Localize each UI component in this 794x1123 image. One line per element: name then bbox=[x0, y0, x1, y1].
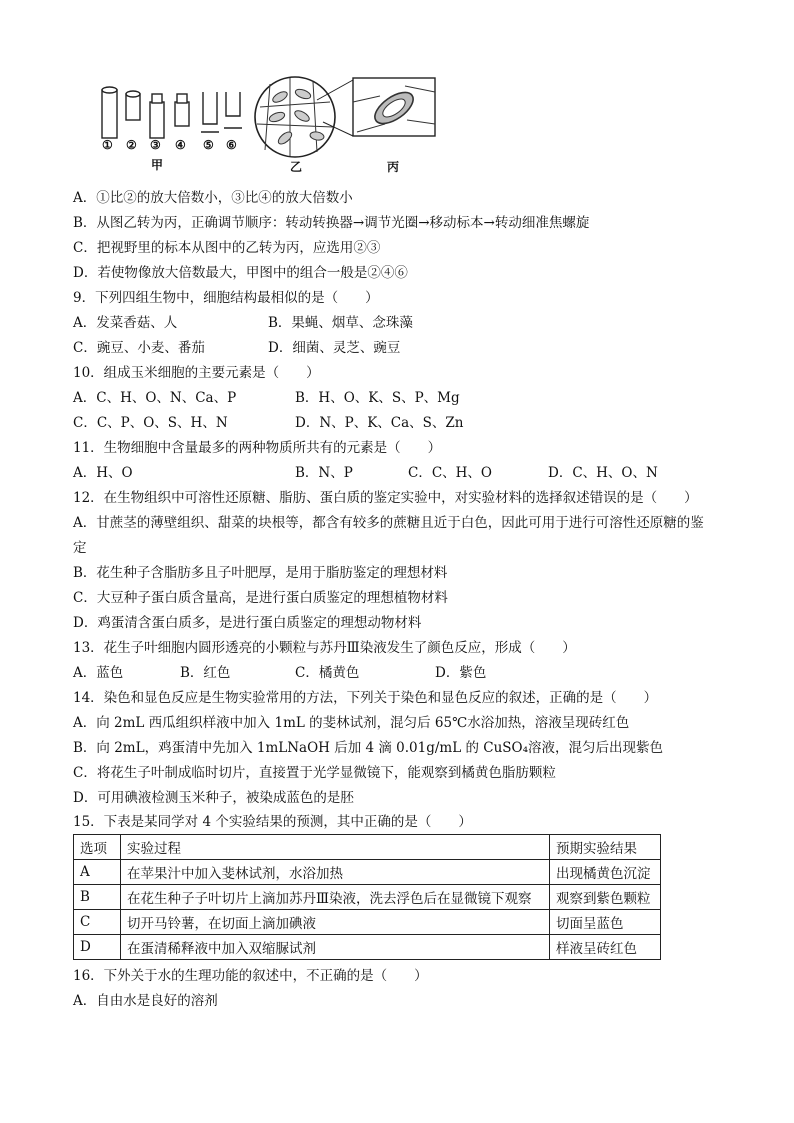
objective-label-2: ② bbox=[126, 138, 137, 152]
table-cell: 切面呈蓝色 bbox=[550, 910, 661, 935]
q11-stem: 11．生物细胞中含量最多的两种物质所共有的元素是（ ） bbox=[73, 440, 442, 456]
table-header-cell: 选项 bbox=[74, 835, 121, 860]
q11-option-c: C．C、H、O bbox=[408, 465, 492, 481]
table-cell: 样液呈砖红色 bbox=[550, 935, 661, 960]
q13-option-c: C．橘黄色 bbox=[295, 665, 360, 681]
q14-option-a: A．向 2mL 西瓜组织样液中加入 1mL 的斐林试剂，混匀后 65℃水浴加热，溶液呈现砖红色 bbox=[73, 715, 630, 731]
q8-option-a: A．①比②的放大倍数小，③比④的放大倍数小 bbox=[73, 190, 353, 206]
q14-option-d: D．可用碘液检测玉米种子，被染成蓝色的是胚 bbox=[73, 790, 354, 806]
figure-label-bing: 丙 bbox=[387, 160, 400, 174]
q9-stem: 9．下列四组生物中，细胞结构最相似的是（ ） bbox=[73, 290, 379, 306]
figure-label-yi: 乙 bbox=[290, 160, 303, 174]
microscope-figure bbox=[95, 72, 440, 176]
table-cell: C bbox=[74, 910, 121, 935]
q12-option-a: A．甘蔗茎的薄壁组织、甜菜的块根等，都含有较多的蔗糖且近于白色，因此可用于进行可溶性还原糖的鉴 bbox=[73, 515, 704, 531]
q12-option-c: C．大豆种子蛋白质含量高，是进行蛋白质鉴定的理想植物材料 bbox=[73, 590, 448, 606]
objective-label-4: ④ bbox=[175, 138, 186, 152]
q12-option-d: D．鸡蛋清含蛋白质多，是进行蛋白质鉴定的理想动物材料 bbox=[73, 615, 422, 631]
q12-stem: 12．在生物组织中可溶性还原糖、脂肪、蛋白质的鉴定实验中，对实验材料的选择叙述错误的是（ ） bbox=[73, 490, 698, 506]
q16-stem: 16．下外关于水的生理功能的叙述中，不正确的是（ ） bbox=[73, 968, 428, 984]
q12-option-b: B．花生种子含脂肪多且子叶肥厚，是用于脂肪鉴定的理想材料 bbox=[73, 565, 448, 581]
table-header-cell: 实验过程 bbox=[121, 835, 550, 860]
q12-option-a-cont: 定 bbox=[73, 540, 87, 556]
q10-option-b: B．H、O、K、S、P、Mg bbox=[295, 390, 460, 406]
table-cell: 在苹果汁中加入斐林试剂，水浴加热 bbox=[121, 860, 550, 885]
q10-option-d: D．N、P、K、Ca、S、Zn bbox=[295, 415, 464, 431]
table-cell: A bbox=[74, 860, 121, 885]
q15-stem: 15．下表是某同学对 4 个实验结果的预测，其中正确的是（ ） bbox=[73, 814, 472, 830]
eyepiece-label-6: ⑥ bbox=[226, 138, 237, 152]
q13-stem: 13．花生子叶细胞内圆形透亮的小颗粒与苏丹Ⅲ染液发生了颜色反应，形成（ ） bbox=[73, 640, 576, 656]
table-cell: 在花生种子子叶切片上滴加苏丹Ⅲ染液，洗去浮色后在显微镜下观察 bbox=[121, 885, 550, 910]
q13-option-a: A．蓝色 bbox=[73, 665, 124, 681]
eyepiece-label-5: ⑤ bbox=[203, 138, 214, 152]
table-cell: 出现橘黄色沉淀 bbox=[550, 860, 661, 885]
q11-option-d: D．C、H、O、N bbox=[548, 465, 658, 481]
table-cell: 在蛋清稀释液中加入双缩脲试剂 bbox=[121, 935, 550, 960]
table-row bbox=[74, 860, 661, 885]
figure-label-jia: 甲 bbox=[151, 158, 164, 172]
q10-option-c: C．C、P、O、S、H、N bbox=[73, 415, 228, 431]
q11-option-b: B．N、P bbox=[295, 465, 353, 481]
table-row bbox=[74, 885, 661, 910]
table-header-row bbox=[74, 835, 661, 860]
q8-option-c: C．把视野里的标本从图中的乙转为丙，应选用②③ bbox=[73, 240, 381, 256]
q11-option-a: A．H、O bbox=[73, 465, 133, 481]
table-cell: 观察到紫色颗粒 bbox=[550, 885, 661, 910]
q8-option-d: D．若使物像放大倍数最大，甲图中的组合一般是②④⑥ bbox=[73, 265, 408, 281]
table-row bbox=[74, 910, 661, 935]
q14-option-b: B．向 2mL，鸡蛋清中先加入 1mLNaOH 后加 4 滴 0.01g/mL 的 CuSO₄溶液，混匀后出现紫色 bbox=[73, 740, 664, 756]
q13-option-d: D．紫色 bbox=[435, 665, 487, 681]
q14-stem: 14．染色和显色反应是生物实验常用的方法，下列关于染色和显色反应的叙述，正确的是（ ） bbox=[73, 690, 658, 706]
q9-option-c: C．豌豆、小麦、番茄 bbox=[73, 340, 205, 356]
table-cell: 切开马铃薯，在切面上滴加碘液 bbox=[121, 910, 550, 935]
q16-option-a: A．自由水是良好的溶剂 bbox=[73, 993, 218, 1009]
objective-label-3: ③ bbox=[150, 138, 161, 152]
table-header-cell: 预期实验结果 bbox=[550, 835, 661, 860]
q14-option-c: C．将花生子叶制成临时切片，直接置于光学显微镜下，能观察到橘黄色脂肪颗粒 bbox=[73, 765, 556, 781]
q10-stem: 10．组成玉米细胞的主要元素是（ ） bbox=[73, 365, 320, 381]
q15-table bbox=[73, 834, 661, 960]
q13-option-b: B．红色 bbox=[180, 665, 231, 681]
q9-option-d: D．细菌、灵芝、豌豆 bbox=[268, 340, 401, 356]
objective-label-1: ① bbox=[102, 138, 113, 152]
table-cell: B bbox=[74, 885, 121, 910]
q8-option-b: B．从图乙转为丙，正确调节顺序：转动转换器→调节光圈→移动标本→转动细准焦螺旋 bbox=[73, 215, 590, 231]
q10-option-a: A．C、H、O、N、Ca、P bbox=[73, 390, 237, 406]
table-row bbox=[74, 935, 661, 960]
q9-option-b: B．果蝇、烟草、念珠藻 bbox=[268, 315, 413, 331]
q9-option-a: A．发菜香菇、人 bbox=[73, 315, 178, 331]
table-cell: D bbox=[74, 935, 121, 960]
